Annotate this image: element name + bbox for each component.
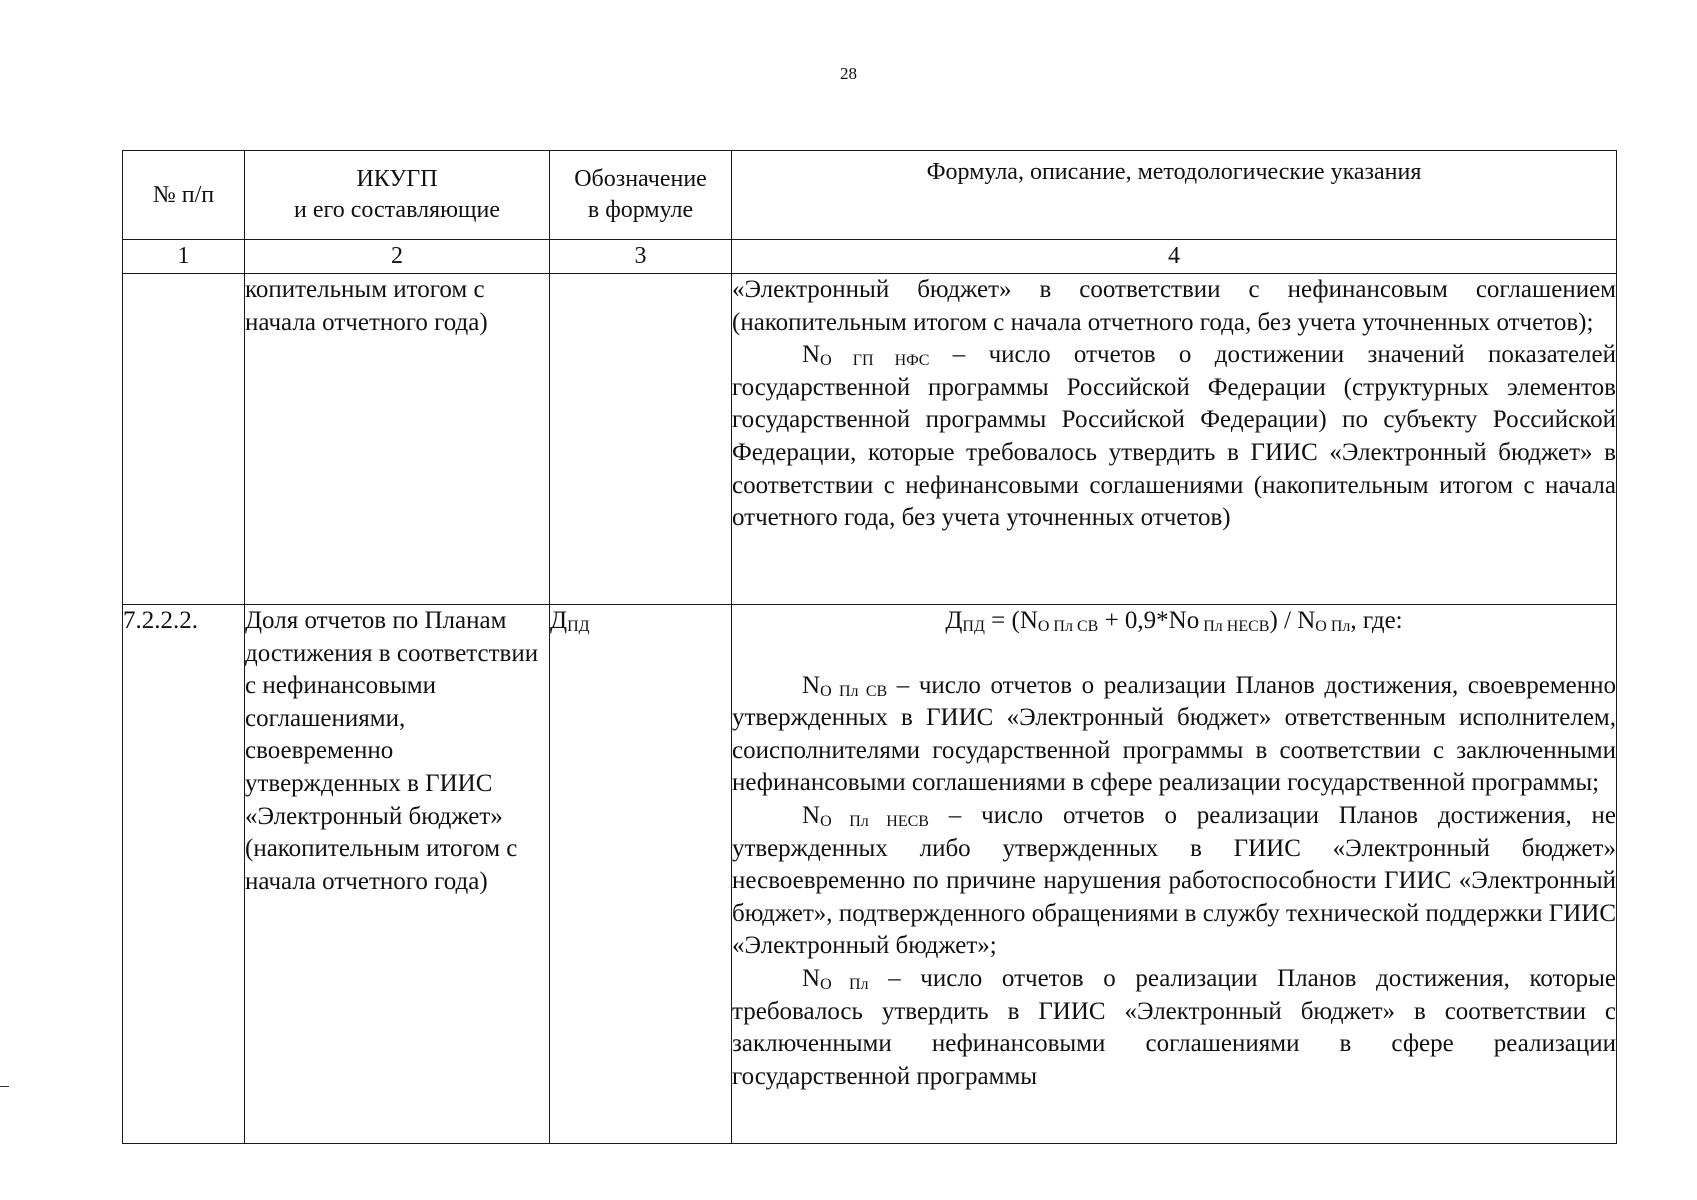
description-paragraph: «Электронный бюджет» в соответствии с нефинансовым соглашением (накопительным итогом с начала отчетного года, без учета уточненных отчетов); [732,276,1616,336]
header-number: № п/п [123,151,245,240]
column-number: 3 [550,240,732,274]
indicator-symbol [550,274,732,605]
header-symbol: Обозначение в формуле [550,151,732,240]
variable-definition: $N_{О Пл СВ}$ – число отчетов о реализации Планов достижения, своевременно утвержденных в ГИИС «Электронный бюджет» ответственным исполнителем, соисполнителями государственной программы в соответствии с заключенными нефинансовыми соглашениями в сфере реализации государственной программы; [732,671,1616,797]
variable-definition: $N_{О ГП НФС}$ – число отчетов о достижении значений показателей государственной программы Российской Федерации (структурных элементов государственной программы Российской Федерации) по субъекту Российской Федерации, которые требовалось утвердить в ГИИС «Электронный бюджет» в соответствии с нефинансовыми соглашениями (накопительным итогом с начала отчетного года, без учета уточненных отчетов) [732,341,1616,532]
indicator-name: копительным итогом с начала отчетного года) [245,274,550,605]
indicator-table [122,150,1617,1144]
row-number: 7.2.2.2. [123,605,245,1144]
header-indicator: ИКУГП и его составляющие [245,151,550,240]
variable-definition: $N_{О Пл}$ – число отчетов о реализации Планов достижения, которые требовалось утвердить в ГИИС «Электронный бюджет» в соответствии с заключенными нефинансовыми соглашениями в сфере реализации государственной программы [732,964,1616,1090]
table-row [123,274,1617,605]
column-number: 1 [123,240,245,274]
formula-description [732,274,1617,605]
indicator-name: Доля отчетов по Планам достижения в соответствии с нефинансовыми соглашениями, своевременно утвержденных в ГИИС «Электронный бюджет» (накопительным итогом с начала отчетного года) [245,605,550,1144]
formula: $Д_{ПД} = (N_{О Пл СВ} + 0,9*Nо$ $_{Пл НЕСВ}) / N_{О Пл}$, где: [945,607,1403,635]
table-row [123,605,1617,1144]
column-number-row [123,240,1617,274]
indicator-symbol: $Д_{ПД}$ [550,605,732,1144]
column-number: 4 [732,240,1617,274]
formula-description [732,605,1617,1144]
margin-mark [0,1086,9,1087]
column-number: 2 [245,240,550,274]
row-number [123,274,245,605]
page-number: 28 [840,64,857,83]
header-formula: Формула, описание, методологические указания [732,151,1617,240]
variable-definition: $N_{О Пл НЕСВ}$ – число отчетов о реализации Планов достижения, не утвержденных либо утвержденных в ГИИС «Электронный бюджет» несвоевременно по причине нарушения работоспособности ГИИС «Электронный бюджет», подтвержденного обращениями в службу технической поддержки ГИИС «Электронный бюджет»; [732,801,1617,960]
table-header-row [123,151,1617,240]
